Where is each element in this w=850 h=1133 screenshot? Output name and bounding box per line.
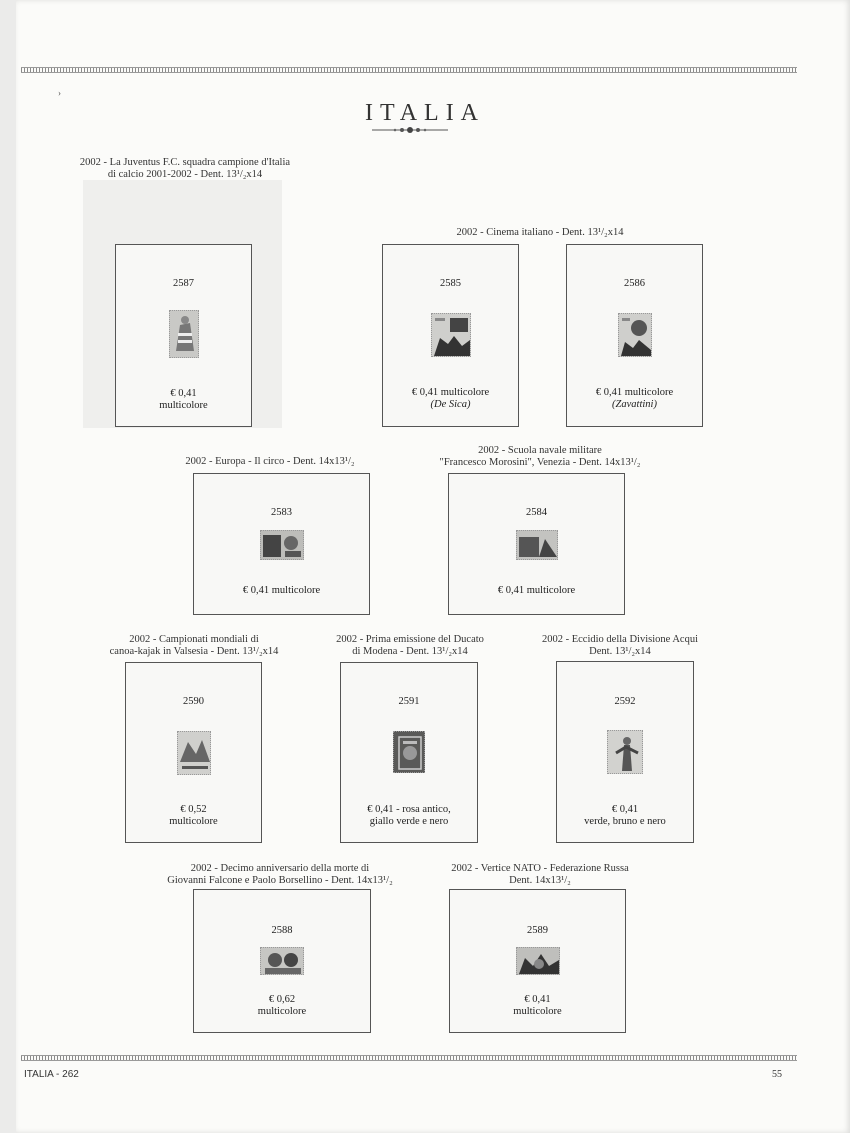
stamp-image	[260, 530, 304, 560]
stamp-image	[169, 310, 199, 358]
stamp-image	[260, 947, 304, 975]
stamp-description: € 0,52 multicolore	[169, 804, 218, 827]
group-caption-europa: 2002 - Europa - Il circo - Dent. 14x13¹/₂	[185, 456, 355, 467]
group-caption-falcone-borsellino: 2002 - Decimo anniversario della morte di Giovanni Falcone e Paolo Borsellino - Dent. 14x13¹/₂	[167, 863, 393, 886]
page-title: ITALIA	[364, 100, 486, 126]
stamp-mount-2587[interactable]	[115, 244, 252, 427]
stamp-image	[607, 730, 643, 774]
catalogue-number: 2585	[440, 278, 461, 289]
stamp-mount-2588[interactable]	[193, 889, 371, 1033]
stamp-mount-2584[interactable]	[448, 473, 625, 615]
stamp-mount-2586[interactable]	[566, 244, 703, 427]
group-caption-scuola-navale: 2002 - Scuola navale militare "Francesco Morosini", Venezia - Dent. 14x13¹/₂	[439, 445, 641, 468]
bottom-border-rule	[21, 1055, 797, 1061]
stamp-image	[618, 313, 652, 357]
catalogue-number: 2592	[614, 696, 636, 707]
catalogue-number: 2591	[398, 696, 420, 707]
stamp-description: € 0,41 - rosa antico, giallo verde e nero	[367, 804, 451, 827]
stamp-description: € 0,41 multicolore (De Sica)	[411, 387, 490, 410]
stamp-description: € 0,41 multicolore	[242, 585, 321, 596]
group-caption-vertice-nato: 2002 - Vertice NATO - Federazione Russa Dent. 14x13¹/₂	[451, 863, 629, 886]
stamp-description: € 0,41 verde, bruno e nero	[584, 804, 666, 827]
stamp-mount-2590[interactable]	[125, 662, 262, 843]
top-border-rule	[21, 67, 797, 73]
stamp-image	[177, 731, 211, 775]
margin-mark: ›	[58, 88, 61, 98]
group-caption-eccidio-acqui: 2002 - Eccidio della Divisione Acqui Dent. 13¹/₂x14	[541, 634, 698, 657]
stamp-mount-2585[interactable]	[382, 244, 519, 427]
stamp-image	[393, 731, 425, 773]
stamp-mount-2591[interactable]	[340, 662, 478, 843]
ornament-icon	[370, 124, 450, 136]
stamp-mount-2589[interactable]	[449, 889, 626, 1033]
group-caption-juventus: 2002 - La Juventus F.C. squadra campione d'Italia di calcio 2001-2002 - Dent. 13¹/₂x14	[79, 157, 291, 180]
catalogue-number: 2589	[527, 925, 548, 936]
catalogue-number: 2587	[173, 278, 194, 289]
stamp-image	[516, 530, 558, 560]
stamp-description: € 0,41 multicolore (Zavattini)	[595, 387, 674, 410]
stamp-description: € 0,41 multicolore	[513, 994, 562, 1017]
stamp-description: € 0,62 multicolore	[257, 994, 307, 1017]
stamp-description: € 0,41 multicolore	[497, 585, 576, 596]
catalogue-number: 2586	[624, 278, 645, 289]
stamp-description: € 0,41 multicolore	[159, 388, 208, 411]
group-caption-cinema: 2002 - Cinema italiano - Dent. 13¹/₂x14	[456, 227, 624, 238]
catalogue-number: 2588	[271, 925, 293, 936]
stamp-mount-2592[interactable]	[556, 661, 694, 843]
catalogue-number: 2590	[183, 696, 204, 707]
stamp-image	[516, 947, 560, 975]
catalogue-number: 2584	[526, 507, 547, 518]
group-caption-canoa-kajak: 2002 - Campionati mondiali di canoa-kajak in Valsesia - Dent. 13¹/₂x14	[109, 634, 279, 657]
footer-page-number: 55	[772, 1069, 782, 1080]
catalogue-number: 2583	[271, 507, 292, 518]
footer-page-ref: ITALIA - 262	[24, 1069, 79, 1080]
group-caption-ducato-modena: 2002 - Prima emissione del Ducato di Modena - Dent. 13¹/₂x14	[336, 634, 484, 657]
stamp-image	[431, 313, 471, 357]
stamp-mount-2583[interactable]	[193, 473, 370, 615]
